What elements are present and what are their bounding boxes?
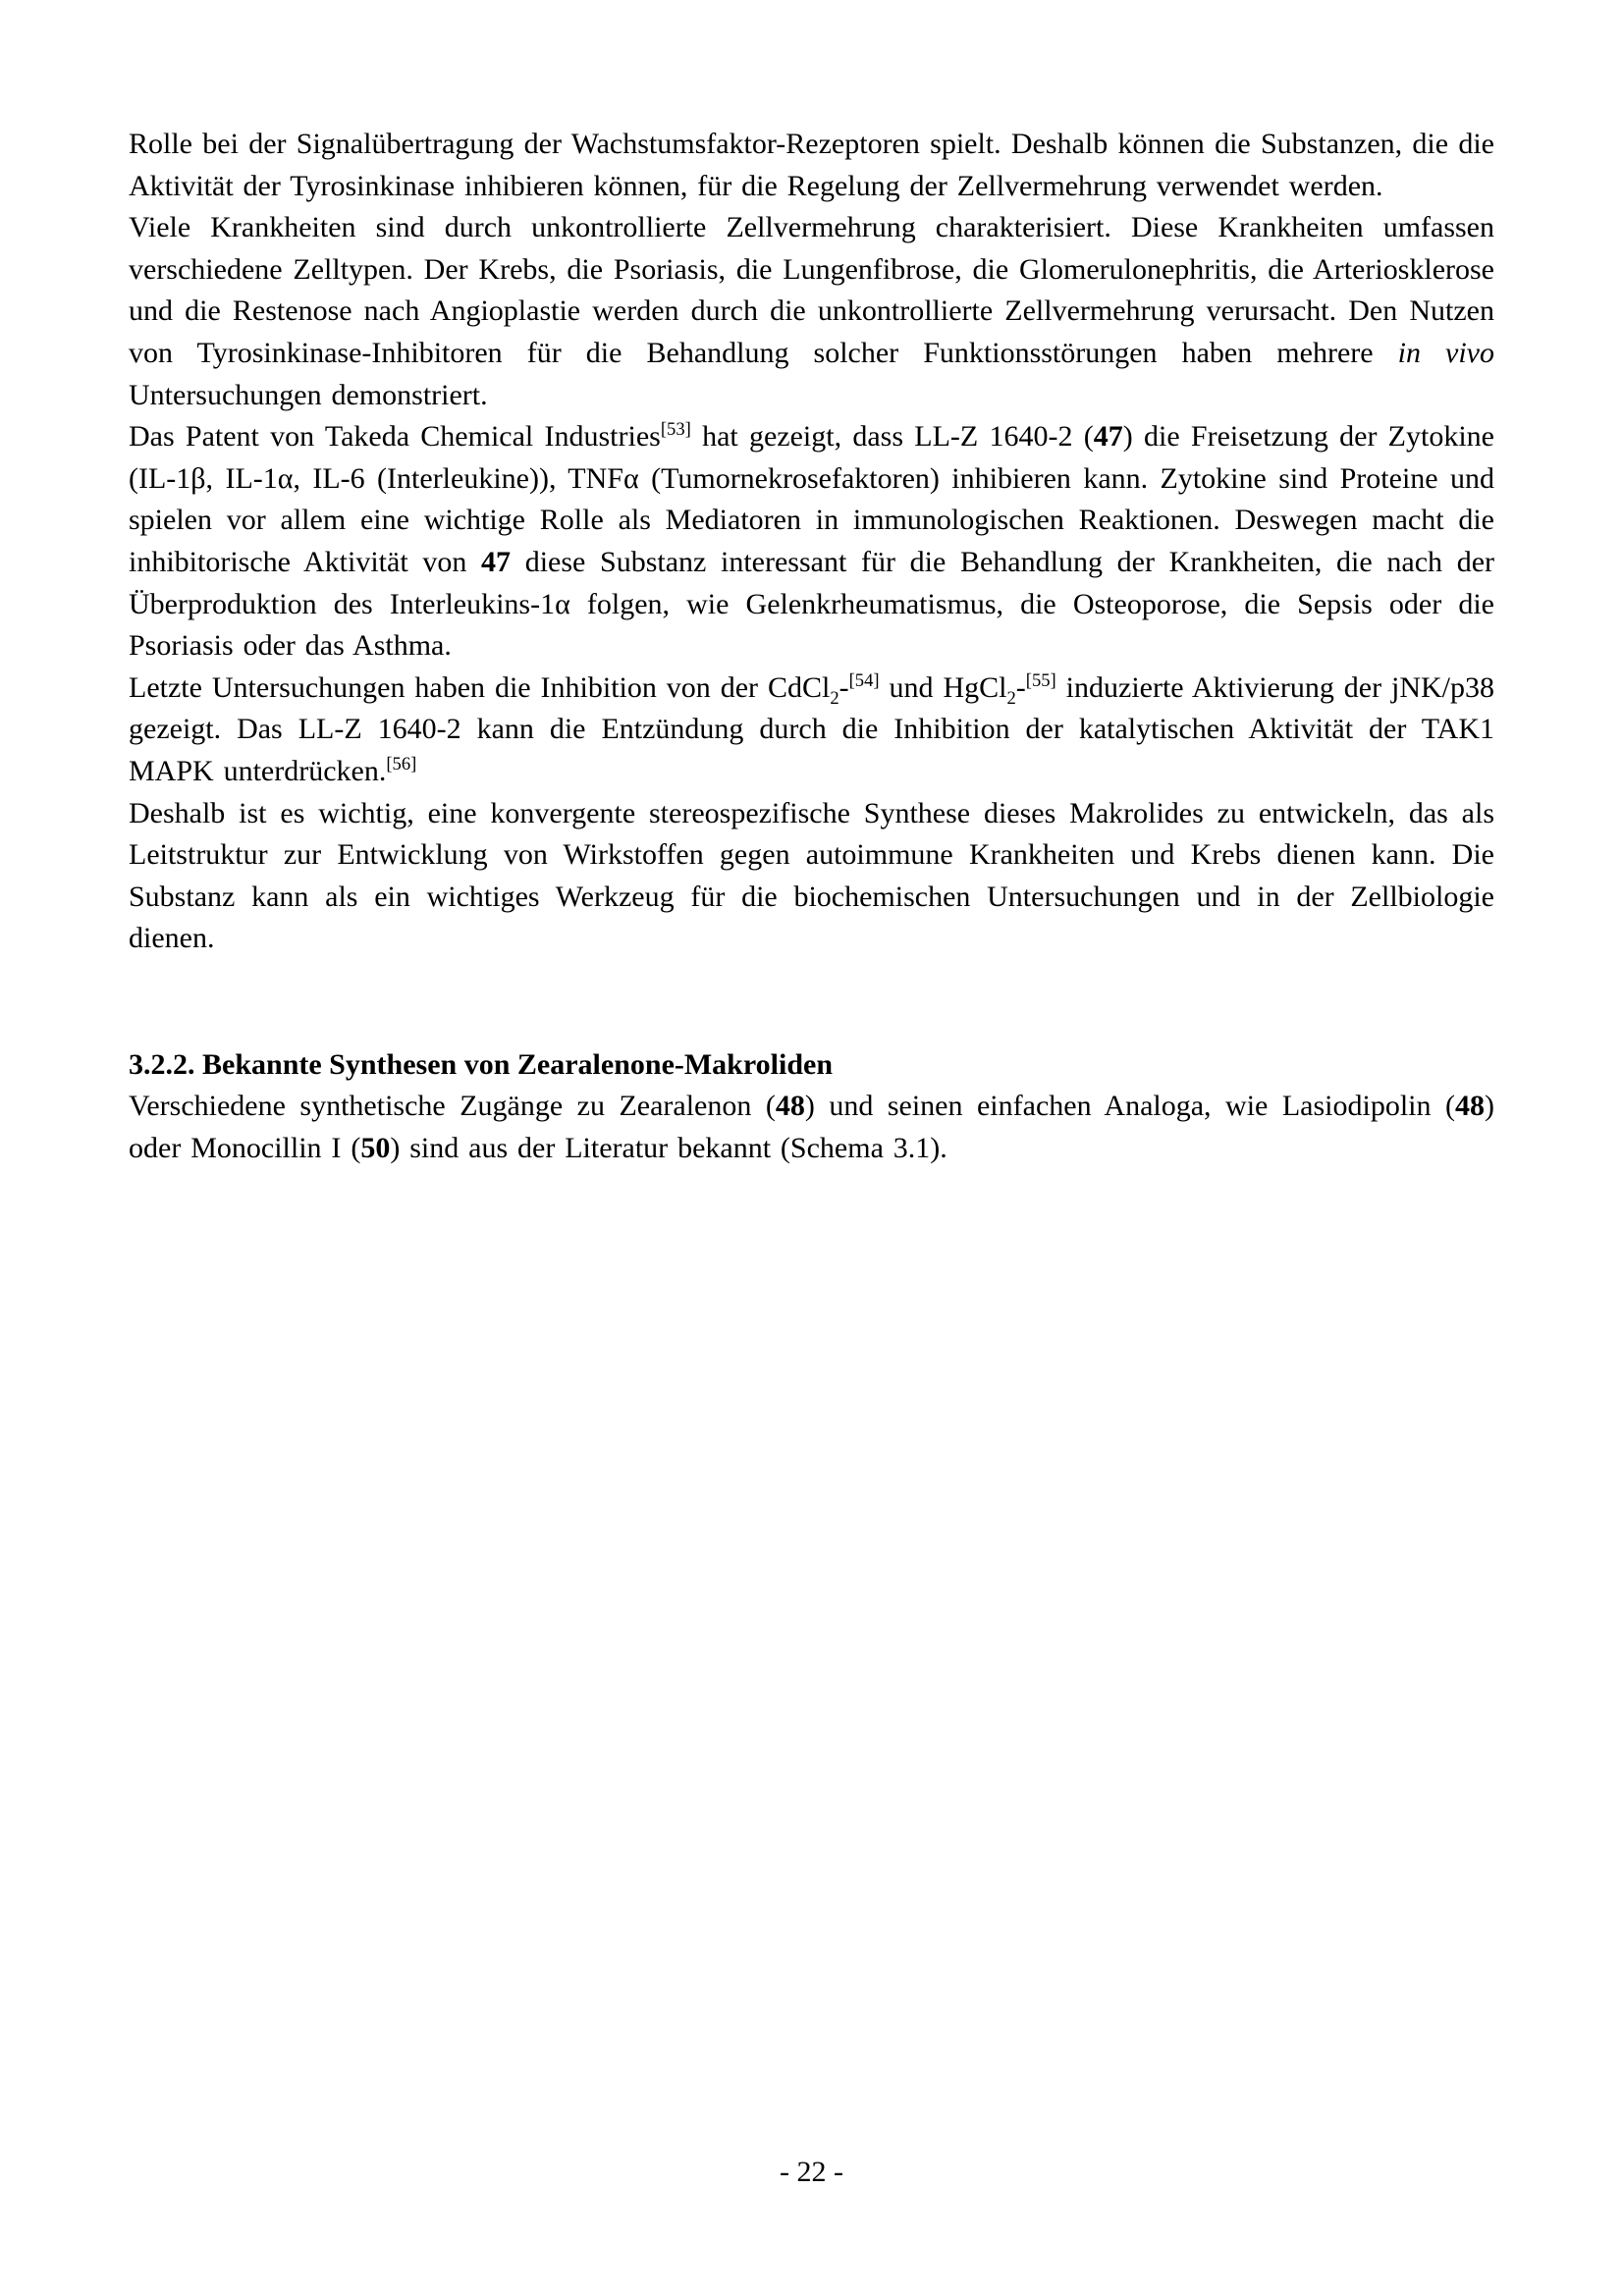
paragraph-signal-transduction — [129, 124, 1494, 207]
text-run: Untersuchungen demonstriert. — [129, 378, 488, 411]
text-run: Letzte Untersuchungen haben die Inhibition von der CdCl — [129, 670, 831, 704]
text-run: 47 — [481, 545, 512, 578]
text-run: [53] — [660, 419, 691, 441]
text-run: ) oder Monocillin I ( — [129, 1090, 1494, 1165]
text-run: 3.2.2. Bekannte Synthesen von Zearalenone-Makroliden — [129, 1047, 833, 1081]
section-heading-3-2-2 — [129, 1044, 1494, 1087]
text-run: ) die Freisetzung der Zytokine (IL-1β, IL-1α, IL-6 (Interleukine)), TNFα (Tumornekrosefaktoren) inhibieren kann. Zytokine sind Proteine und spielen vor allem eine wichtige Rolle als Mediatoren in immunologischen Reaktionen. Deswegen macht die inhibitorische Aktivität von — [129, 420, 1494, 578]
text-run: 48 — [775, 1090, 805, 1123]
text-run: Deshalb ist es wichtig, eine konvergente stereospezifische Synthese dieses Makrolides zu entwickeln, das als Leitstruktur zur Entwicklung von Wirkstoffen gegen autoimmune Krankheiten und Krebs dienen kann. Die Substanz kann als ein wichtiges Werkzeug für die biochemischen Untersuchungen und in der Zellbiologie dienen. — [129, 796, 1494, 955]
text-run: [56] — [386, 753, 417, 774]
text-run: und HgCl — [879, 670, 1007, 704]
text-run: [54] — [848, 669, 880, 691]
text-run: Verschiedene synthetische Zugänge zu Zearalenon ( — [129, 1090, 776, 1123]
page-content — [129, 124, 1494, 1170]
text-run: ) und seinen einfachen Analoga, wie Lasiodipolin ( — [804, 1090, 1455, 1123]
text-run: 47 — [1093, 420, 1123, 454]
text-run: ) sind aus der Literatur bekannt (Schema 3.1). — [390, 1132, 947, 1165]
text-run: 2 — [830, 687, 839, 709]
paragraph-synthesis-motivation — [129, 793, 1494, 960]
text-run: diese Substanz interessant für die Behandlung der Krankheiten, die nach der Überproduktion des Interleukins-1α folgen, wie Gelenkrheumatismus, die Osteoporose, die Sepsis oder die Psoriasis oder das Asthma. — [129, 545, 1494, 663]
text-run: hat gezeigt, dass LL-Z 1640-2 ( — [690, 420, 1094, 454]
text-run: - — [839, 670, 849, 704]
text-run: Viele Krankheiten sind durch unkontrollierte Zellvermehrung charakterisiert. Diese Krankheiten umfassen verschiedene Zelltypen. Der Krebs, die Psoriasis, die Lungenfibrose, die Glomerulonephritis, die Arteriosklerose und die Restenose nach Angioplastie werden durch die unkontrollierte Zellvermehrung verursacht. Den Nutzen von Tyrosinkinase-Inhibitoren für die Behandlung solcher Funktionsstörungen haben mehrere — [129, 211, 1494, 369]
text-run: 2 — [1006, 687, 1016, 709]
page-number: - 22 - — [780, 2156, 843, 2188]
text-run: in vivo — [1397, 336, 1495, 369]
text-run: 48 — [1455, 1090, 1485, 1123]
paragraph-diseases — [129, 207, 1494, 416]
text-run: induzierte Aktivierung der jNK/p38 gezeigt. Das LL-Z 1640-2 kann die Entzündung durch die Inhibition der katalytischen Aktivität der TAK1 MAPK unterdrücken. — [129, 670, 1495, 787]
text-run: [55] — [1025, 669, 1056, 691]
text-run: Rolle bei der Signalübertragung der Wachstumsfaktor-Rezeptoren spielt. Deshalb können die Substanzen, die die Aktivität der Tyrosinkinase inhibieren können, für die Regelung der Zellvermehrung verwendet werden. — [129, 128, 1494, 202]
text-run: 50 — [360, 1132, 391, 1165]
text-run: - — [1015, 670, 1026, 704]
paragraph-takeda-patent — [129, 416, 1494, 667]
text-run: Das Patent von Takeda Chemical Industries — [129, 420, 661, 454]
paragraph-known-syntheses — [129, 1086, 1494, 1169]
paragraph-inhibition-studies — [129, 667, 1494, 793]
